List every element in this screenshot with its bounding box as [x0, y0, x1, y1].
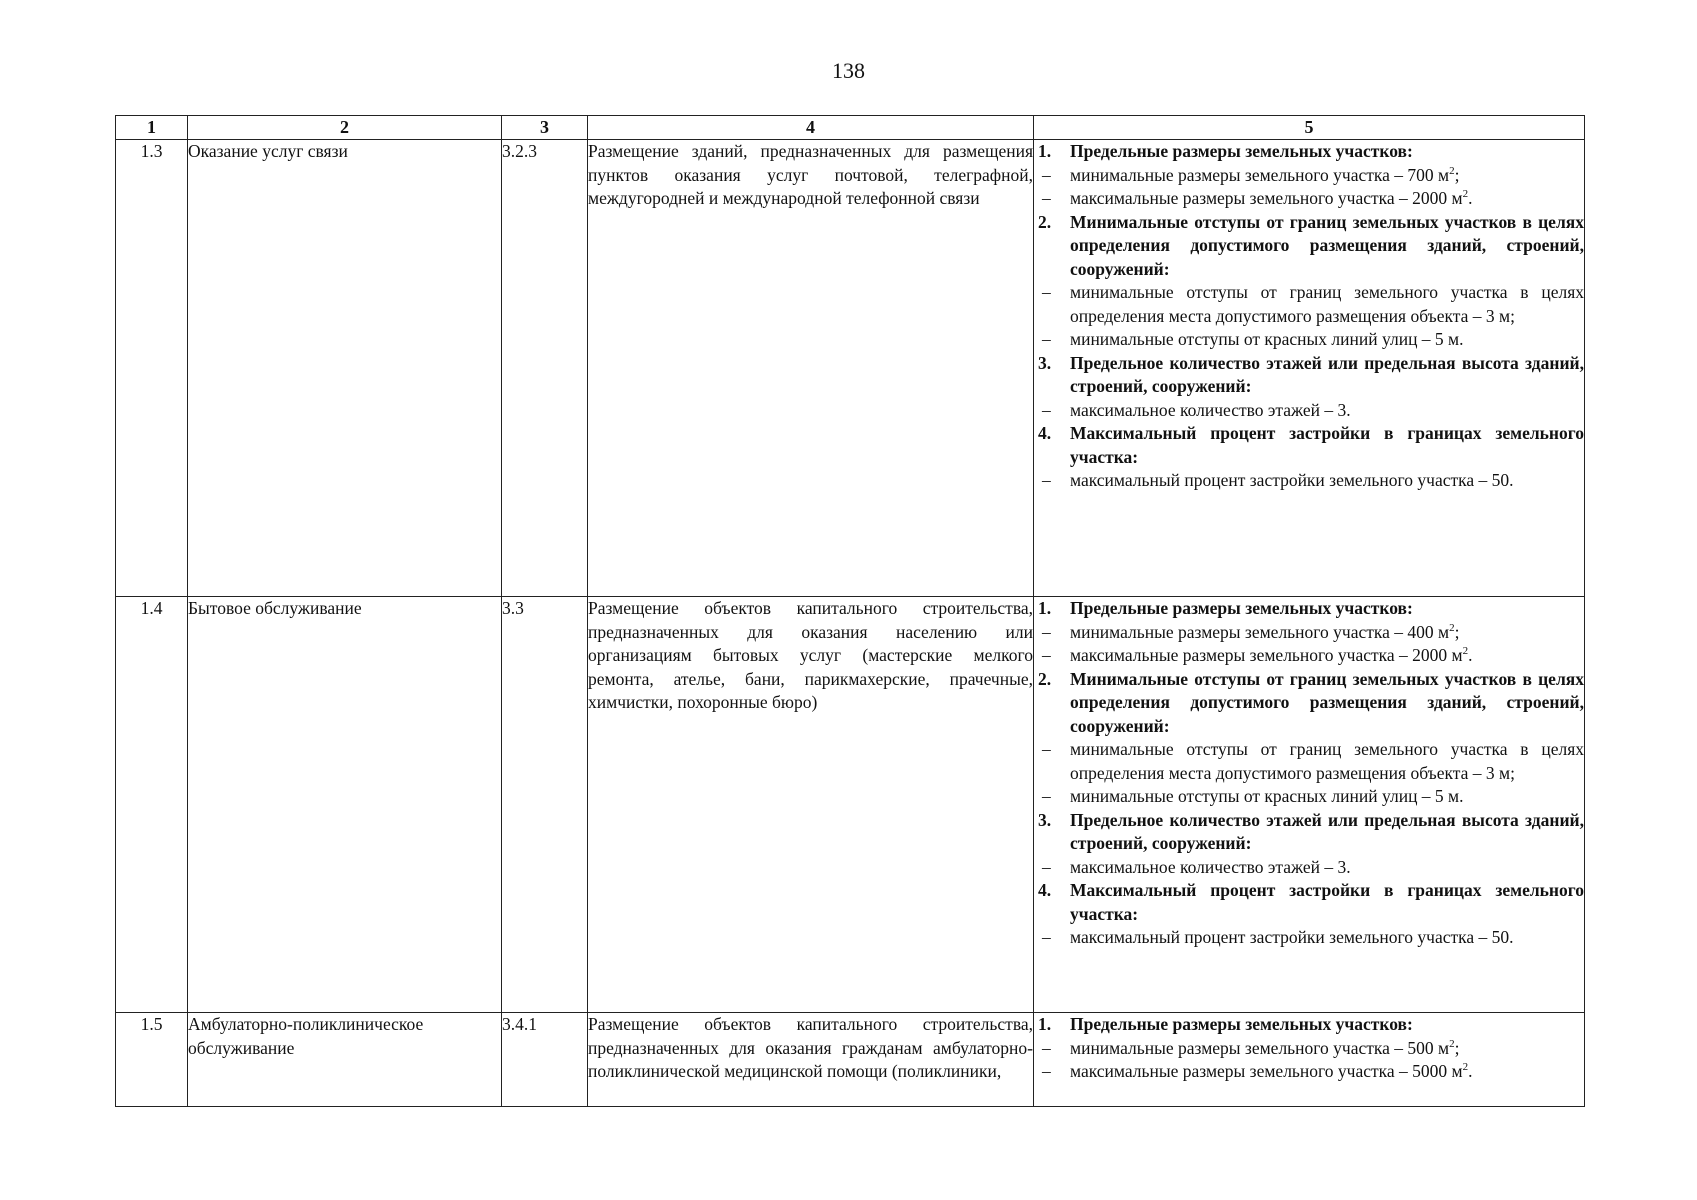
requirement-text: Минимальные отступы от границ земельных участков в целях определения допустимого размещения зданий, строений, сооружений: [1070, 211, 1584, 279]
requirement-text-wrap [1070, 422, 1584, 469]
dash-marker: – [1042, 188, 1051, 208]
dash-marker: – [1042, 399, 1051, 420]
dash-marker: – [1042, 621, 1051, 642]
requirement-text: минимальные отступы от границ земельного участка в целях определения места допустимого размещения объекта – 3 м; [1070, 282, 1584, 326]
requirement-item [1034, 644, 1584, 668]
superscript: 2 [1449, 164, 1455, 177]
superscript: 2 [1462, 188, 1469, 201]
table-row [116, 140, 1585, 597]
requirements-cell [1034, 140, 1585, 597]
dash-marker: – [1042, 645, 1051, 665]
use-code: 3.4.1 [502, 1013, 588, 1107]
requirement-heading [1034, 597, 1584, 621]
requirement-text-wrap [1070, 140, 1584, 164]
requirement-text: Минимальные отступы от границ земельных участков в целях определения допустимого размещения зданий, строений, сооружений: [1070, 668, 1584, 736]
requirement-item [1034, 399, 1584, 423]
dash-marker: – [1042, 470, 1051, 490]
requirement-item [1034, 328, 1584, 352]
dash-marker: – [1042, 1061, 1051, 1081]
requirement-item [1034, 164, 1584, 188]
requirement-heading [1034, 668, 1584, 739]
row-number: 1.3 [116, 140, 188, 597]
use-description-cell [588, 140, 1034, 597]
requirement-text-wrap [1070, 1037, 1584, 1061]
superscript: 2 [1462, 645, 1469, 658]
use-code: 3.2.3 [502, 140, 588, 597]
list-number: 2. [1038, 668, 1052, 689]
requirement-text: максимальные размеры земельного участка – 2000 м [1070, 188, 1463, 208]
requirement-tail: ; [1454, 1037, 1460, 1058]
requirement-heading [1034, 352, 1584, 399]
header-cell-1: 1 [116, 116, 188, 140]
regulations-table [115, 115, 1585, 1107]
requirement-heading [1034, 879, 1584, 926]
list-number: 4. [1038, 423, 1052, 443]
requirement-text: максимальные размеры земельного участка – 5000 м [1070, 1061, 1463, 1081]
requirement-text: максимальный процент застройки земельного участка – 50. [1070, 927, 1514, 947]
requirements-cell [1034, 1013, 1585, 1107]
use-name: Амбулаторно-поликлиническое обслуживание [188, 1013, 502, 1107]
use-description: Размещение зданий, предназначенных для размещения пунктов оказания услуг почтовой, телеграфной, междугородней и международной телефонной связи [588, 141, 1033, 208]
requirement-text-wrap [1070, 469, 1584, 493]
table-row [116, 597, 1585, 1013]
superscript: 2 [1449, 621, 1455, 634]
requirement-text-wrap [1070, 399, 1584, 423]
use-description: Размещение объектов капитального строительства, предназначенных для оказания гражданам амбулаторно-поликлинической медицинской помощи (поликлиники, [588, 1014, 1033, 1081]
use-name: Бытовое обслуживание [188, 597, 502, 1013]
dash-marker: – [1042, 164, 1051, 185]
requirement-text-wrap [1070, 352, 1584, 399]
list-number: 4. [1038, 880, 1052, 900]
dash-marker: – [1042, 786, 1051, 806]
requirement-heading [1034, 211, 1584, 282]
requirement-text-wrap [1070, 597, 1584, 621]
requirement-text-wrap [1070, 164, 1584, 188]
use-name: Оказание услуг связи [188, 140, 502, 597]
list-number: 1. [1038, 1014, 1052, 1034]
requirement-text: минимальные отступы от красных линий улиц – 5 м. [1070, 786, 1464, 806]
requirement-text: максимальное количество этажей – 3. [1070, 856, 1351, 877]
requirement-text: минимальные размеры земельного участка – 500 м [1070, 1037, 1450, 1058]
use-description: Размещение объектов капитального строительства, предназначенных для оказания населению или организациям бытовых услуг (мастерские мелкого ремонта, ателье, бани, парикмахерские, прачечные, химчистки, похоронные бюро) [588, 598, 1033, 712]
requirement-item [1034, 281, 1584, 328]
header-cell-4: 4 [588, 116, 1034, 140]
requirement-text-wrap [1070, 328, 1584, 352]
requirements-cell [1034, 597, 1585, 1013]
requirement-text-wrap [1070, 809, 1584, 856]
requirement-text: минимальные отступы от красных линий улиц – 5 м. [1070, 329, 1464, 349]
header-cell-5: 5 [1034, 116, 1585, 140]
dash-marker: – [1042, 927, 1051, 947]
use-code: 3.3 [502, 597, 588, 1013]
requirement-text-wrap [1070, 856, 1584, 880]
requirement-item [1034, 621, 1584, 645]
requirement-tail: ; [1454, 621, 1460, 642]
requirement-text: максимальные размеры земельного участка – 2000 м [1070, 645, 1463, 665]
requirement-item [1034, 469, 1584, 493]
dash-marker: – [1042, 1037, 1051, 1058]
requirement-heading [1034, 809, 1584, 856]
list-number: 3. [1038, 352, 1052, 373]
row-number: 1.5 [116, 1013, 188, 1107]
requirement-text-wrap [1070, 738, 1584, 785]
requirement-text-wrap [1070, 785, 1584, 809]
requirement-text: Предельное количество этажей или предельная высота зданий, строений, сооружений: [1070, 809, 1584, 853]
requirement-tail: . [1468, 1061, 1473, 1081]
list-number: 1. [1038, 141, 1052, 161]
list-number: 1. [1038, 598, 1052, 618]
requirement-text-wrap [1070, 879, 1584, 926]
use-description-cell [588, 1013, 1034, 1107]
requirement-text: Предельные размеры земельных участков: [1070, 598, 1413, 618]
requirement-text-wrap [1070, 281, 1584, 328]
requirement-text: Предельные размеры земельных участков: [1070, 141, 1413, 161]
header-row [116, 116, 1585, 140]
table-body [116, 140, 1585, 1107]
requirement-text-wrap [1070, 644, 1584, 668]
requirement-text: минимальные отступы от границ земельного участка в целях определения места допустимого размещения объекта – 3 м; [1070, 739, 1584, 783]
requirement-text-wrap [1070, 926, 1584, 950]
requirement-text-wrap [1070, 621, 1584, 645]
requirement-text-wrap [1070, 187, 1584, 211]
requirement-text: Максимальный процент застройки в границах земельного участка: [1070, 423, 1584, 467]
requirement-text-wrap [1070, 1060, 1584, 1084]
requirement-item [1034, 926, 1584, 950]
requirement-text: Предельные размеры земельных участков: [1070, 1014, 1413, 1034]
requirement-tail: ; [1454, 164, 1460, 185]
dash-marker: – [1042, 329, 1051, 349]
list-number: 2. [1038, 211, 1052, 232]
requirements-list [1034, 140, 1584, 493]
requirement-text-wrap [1070, 668, 1584, 739]
requirement-item [1034, 785, 1584, 809]
header-cell-3: 3 [502, 116, 588, 140]
page-number: 138 [832, 58, 865, 83]
requirement-text-wrap [1070, 1013, 1584, 1037]
requirement-item [1034, 1037, 1584, 1061]
superscript: 2 [1449, 1037, 1455, 1050]
requirement-heading [1034, 140, 1584, 164]
requirement-text: максимальный процент застройки земельного участка – 50. [1070, 470, 1514, 490]
row-number: 1.4 [116, 597, 188, 1013]
requirement-text: Максимальный процент застройки в границах земельного участка: [1070, 880, 1584, 924]
requirement-text: минимальные размеры земельного участка – 700 м [1070, 164, 1450, 185]
requirements-list [1034, 1013, 1584, 1084]
requirement-heading [1034, 1013, 1584, 1037]
requirement-item [1034, 1060, 1584, 1084]
requirement-heading [1034, 422, 1584, 469]
requirements-list [1034, 597, 1584, 950]
dash-marker: – [1042, 856, 1051, 877]
requirement-tail: . [1468, 188, 1473, 208]
use-description-cell [588, 597, 1034, 1013]
requirement-text: максимальное количество этажей – 3. [1070, 399, 1351, 420]
table-row [116, 1013, 1585, 1107]
header-cell-2: 2 [188, 116, 502, 140]
requirement-text: минимальные размеры земельного участка – 400 м [1070, 621, 1450, 642]
requirement-text: Предельное количество этажей или предельная высота зданий, строений, сооружений: [1070, 352, 1584, 396]
dash-marker: – [1042, 282, 1051, 302]
list-number: 3. [1038, 809, 1052, 830]
superscript: 2 [1462, 1061, 1469, 1074]
requirement-item [1034, 738, 1584, 785]
requirement-tail: . [1468, 645, 1473, 665]
requirement-text-wrap [1070, 211, 1584, 282]
dash-marker: – [1042, 739, 1051, 759]
requirement-item [1034, 187, 1584, 211]
requirement-item [1034, 856, 1584, 880]
